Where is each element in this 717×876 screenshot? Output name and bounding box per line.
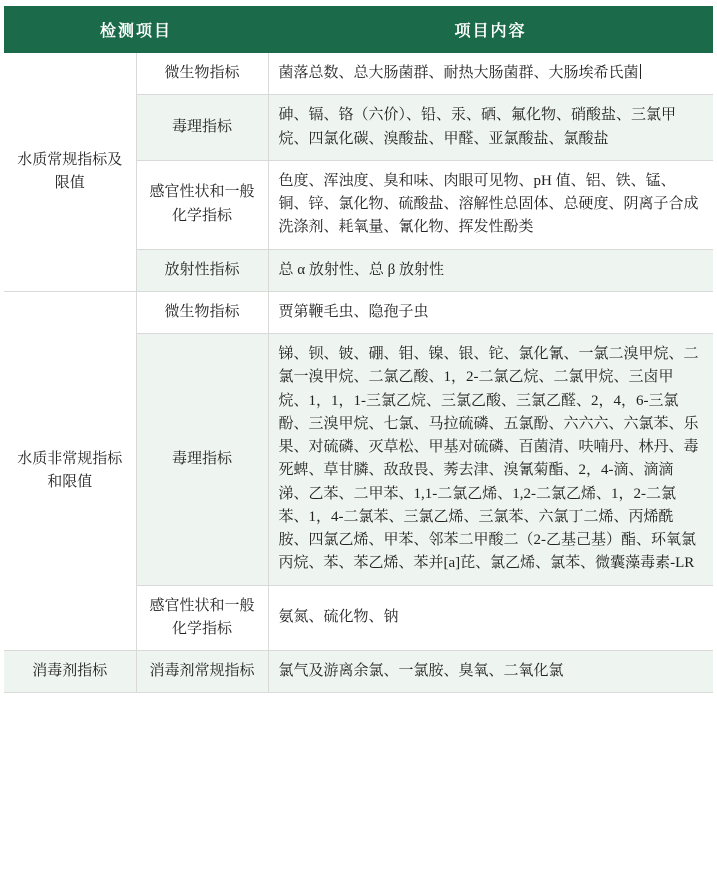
content-cell: 菌落总数、总大肠菌群、耐热大肠菌群、大肠埃希氏菌 (268, 53, 713, 95)
table-row (4, 53, 713, 95)
table-body (4, 53, 713, 693)
table-header-row (4, 6, 713, 53)
category-cell: 毒理指标 (136, 95, 268, 161)
column-header-content: 项目内容 (268, 6, 713, 53)
table-head (4, 6, 713, 53)
category-cell: 消毒剂常规指标 (136, 651, 268, 693)
water-quality-spec-table (4, 6, 713, 693)
content-cell: 色度、浑浊度、臭和味、肉眼可见物、pH 值、铝、铁、锰、铜、锌、氯化物、硫酸盐、溶解性总固体、总硬度、阴离子合成洗涤剂、耗氧量、氰化物、挥发性酚类 (268, 160, 713, 249)
text-caret (640, 64, 641, 79)
table-row (4, 651, 713, 693)
content-cell: 氨氮、硫化物、钠 (268, 585, 713, 651)
category-cell: 微生物指标 (136, 291, 268, 333)
group-label-cell: 水质非常规指标和限值 (4, 291, 136, 650)
content-cell: 锑、钡、铍、硼、钼、镍、银、铊、氯化氰、一氯二溴甲烷、二氯一溴甲烷、二氯乙酸、1，2-二氯乙烷、二氯甲烷、三卤甲烷、1，1，1-三氯乙烷、三氯乙酸、三氯乙醛、2，4，6-三氯酚、三溴甲烷、七氯、马拉硫磷、五氯酚、六六六、六氯苯、乐果、对硫磷、灭草松、甲基对硫磷、百菌清、呋喃丹、林丹、毒死蜱、草甘膦、敌敌畏、莠去津、溴氰菊酯、2，4-滴、滴滴涕、乙苯、二甲苯、1,1-二氯乙烯、1,2-二氯乙烯、1，2-二氯苯、1，4-二氯苯、三氯乙烯、三氯苯、六氯丁二烯、丙烯酰胺、四氯乙烯、甲苯、邻苯二甲酸二（2-乙基己基）酯、环氧氯丙烷、苯、苯乙烯、苯并[a]芘、氯乙烯、氯苯、微囊藻毒素-LR (268, 334, 713, 586)
content-cell: 氯气及游离余氯、一氯胺、臭氧、二氧化氯 (268, 651, 713, 693)
category-cell: 放射性指标 (136, 249, 268, 291)
content-cell: 贾第鞭毛虫、隐孢子虫 (268, 291, 713, 333)
table-row (4, 291, 713, 333)
category-cell: 感官性状和一般化学指标 (136, 585, 268, 651)
group-label-cell: 消毒剂指标 (4, 651, 136, 693)
group-label-cell: 水质常规指标及限值 (4, 53, 136, 291)
category-cell: 毒理指标 (136, 334, 268, 586)
content-cell: 砷、镉、铬（六价）、铅、汞、硒、氟化物、硝酸盐、三氯甲烷、四氯化碳、溴酸盐、甲醛、亚氯酸盐、氯酸盐 (268, 95, 713, 161)
category-cell: 感官性状和一般化学指标 (136, 160, 268, 249)
content-cell: 总 α 放射性、总 β 放射性 (268, 249, 713, 291)
category-cell: 微生物指标 (136, 53, 268, 95)
column-header-item: 检测项目 (4, 6, 268, 53)
